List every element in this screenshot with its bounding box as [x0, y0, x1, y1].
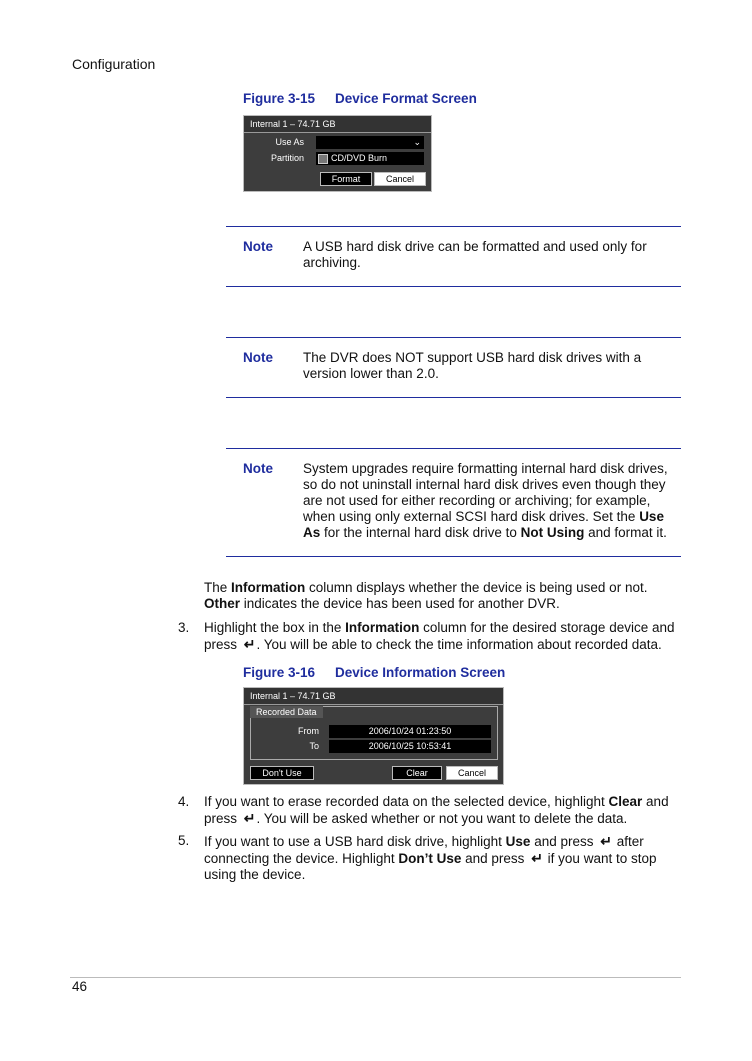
- note-label: Note: [243, 350, 273, 365]
- note-label: Note: [243, 461, 273, 476]
- page-number: 46: [72, 979, 88, 994]
- screen-title: Internal 1 – 74.71 GB: [244, 688, 503, 705]
- enter-key-icon: ↵: [243, 636, 254, 652]
- information-paragraph: The Information column displays whether the device is being used or not. Other indicates the device has been used for another DVR.: [204, 580, 648, 611]
- dropdown-arrow-icon: ⌄: [413, 137, 421, 147]
- note-rule-top: [226, 226, 681, 227]
- note-rule-bottom: [226, 556, 681, 557]
- to-field: 2006/10/25 10:53:41: [329, 740, 491, 753]
- figure-title: Device Information Screen: [335, 665, 506, 680]
- step-text: If you want to use a USB hard disk drive, highlight Use and press ↵ after connecting the device. Highlight Don’t Use and press ↵ if you want to stop using the device.: [204, 833, 657, 882]
- enter-key-icon: ↵: [243, 810, 254, 826]
- cancel-button[interactable]: Cancel: [374, 172, 426, 186]
- cancel-button[interactable]: Cancel: [446, 766, 498, 780]
- format-button[interactable]: Format: [320, 172, 372, 186]
- figure-caption-3-15: [243, 91, 477, 106]
- figure-number: Figure 3-16: [243, 665, 316, 680]
- figure-title: Device Format Screen: [335, 91, 477, 106]
- note-text: The DVR does NOT support USB hard disk drives with a version lower than 2.0.: [303, 350, 642, 381]
- note-label: Note: [243, 239, 273, 254]
- running-header: Configuration: [72, 56, 156, 72]
- figure-caption-3-16: [243, 665, 505, 680]
- use-as-dropdown[interactable]: [316, 136, 424, 149]
- enter-key-icon: ↵: [600, 833, 610, 849]
- partition-field[interactable]: [316, 152, 424, 165]
- step-text: If you want to erase recorded data on the selected device, highlight Clear and press ↵ . You will be asked whether or not you want to delete the data.: [204, 794, 669, 826]
- dont-use-button[interactable]: Don't Use: [250, 766, 314, 780]
- step-number: 5.: [178, 833, 190, 848]
- note-rule-top: [226, 448, 681, 449]
- from-field: 2006/10/24 01:23:50: [329, 725, 491, 738]
- note-text: System upgrades require formatting internal hard disk drives, so do not uninstall internal hard disk drives even though they are not used for either recording or archiving; for example, when using only external SCSI hard disk drives. Set the Use As for the internal hard disk drive to Not Using and format it.: [303, 461, 668, 540]
- note-rule-top: [226, 337, 681, 338]
- recorded-data-group: [250, 706, 498, 760]
- use-as-label: Use As: [275, 137, 304, 147]
- from-label: From: [298, 726, 319, 736]
- note-text: A USB hard disk drive can be formatted and used only for archiving.: [303, 239, 647, 270]
- step-number: 4.: [178, 794, 190, 809]
- clear-button[interactable]: Clear: [392, 766, 442, 780]
- step-text: Highlight the box in the Information column for the desired storage device and press ↵ . You will be able to check the time information about recorded data.: [204, 620, 675, 652]
- note-rule-bottom: [226, 397, 681, 398]
- screen-title: Internal 1 – 74.71 GB: [244, 116, 431, 133]
- figure-number: Figure 3-15: [243, 91, 316, 106]
- device-format-screen: [243, 115, 432, 192]
- step-number: 3.: [178, 620, 190, 635]
- group-label: Recorded Data: [250, 706, 323, 718]
- note-rule-bottom: [226, 286, 681, 287]
- checkbox-icon[interactable]: [318, 154, 328, 164]
- to-label: To: [309, 741, 319, 751]
- enter-key-icon: ↵: [531, 850, 541, 866]
- device-information-screen: [243, 687, 504, 785]
- partition-label: Partition: [270, 153, 304, 163]
- footer-rule: [70, 977, 681, 978]
- partition-option: CD/DVD Burn: [331, 153, 388, 163]
